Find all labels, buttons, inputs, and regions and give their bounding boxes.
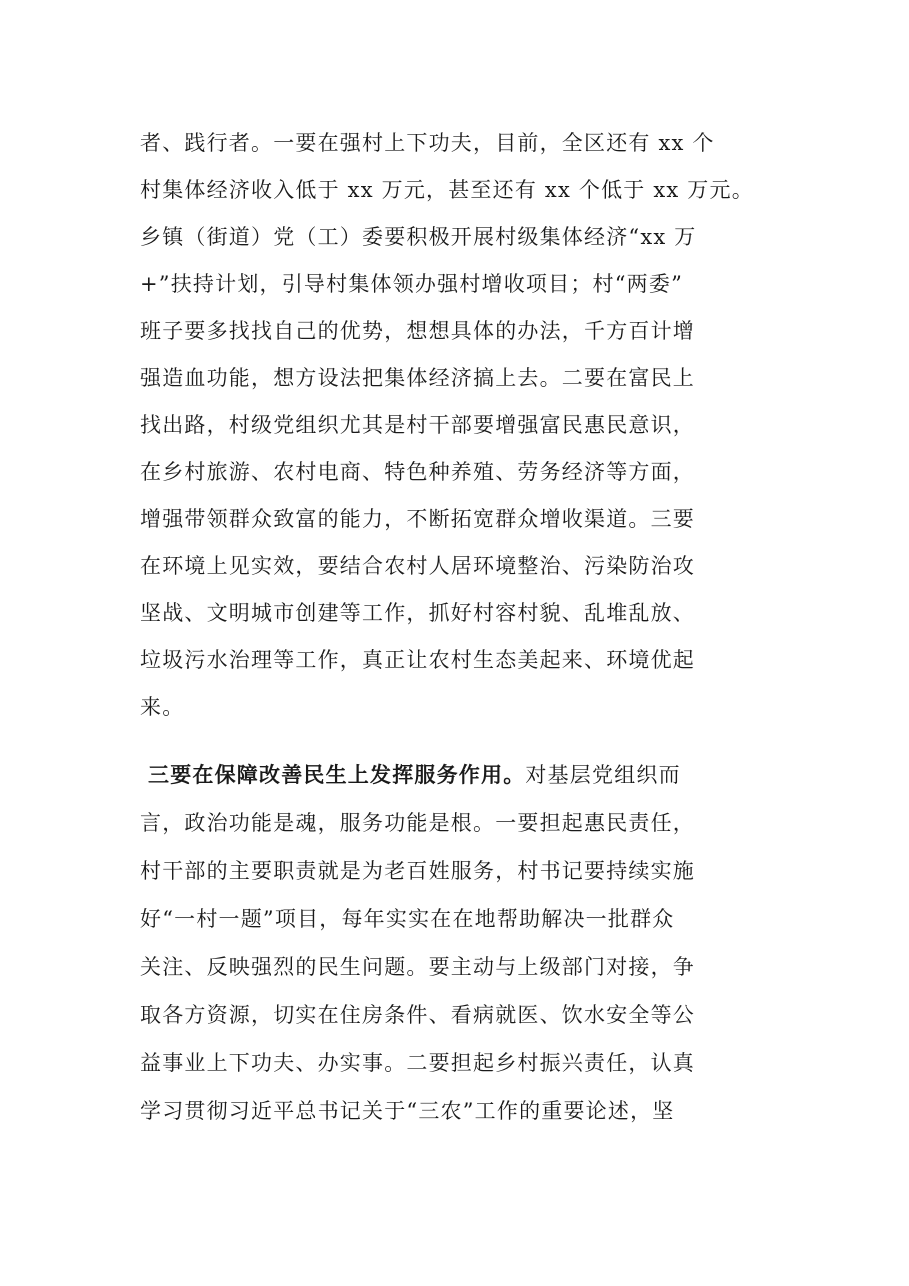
p1-line-8: 在乡村旅游、农村电商、特色种养殖、劳务经济等方面， [140, 460, 695, 484]
p1-line-13: 来。 [140, 695, 185, 719]
p2-line-5: 关注、反映强烈的民生问题。要主动与上级部门对接，争 [140, 955, 695, 979]
p2-line-7: 益事业上下功夫、办实事。二要担起乡村振兴责任，认真 [140, 1051, 695, 1075]
p1-line-1: 者、践行者。一要在强村上下功夫，目前，全区还有 xx 个 [140, 131, 715, 155]
p1-line-5: 班子要多找找自己的优势，想想具体的办法，千方百计增 [140, 319, 695, 343]
section-heading: 三要在保障改善民生上发挥服务作用。 [148, 763, 526, 787]
p1-line-7: 找出路，村级党组织尤其是村干部要增强富民惠民意识， [140, 413, 695, 437]
p1-line-6: 强造血功能，想方设法把集体经济搞上去。二要在富民上 [140, 366, 695, 390]
p2-line-8: 学习贯彻习近平总书记关于“三农”工作的重要论述，坚 [140, 1099, 675, 1123]
p1-line-11: 坚战、文明城市创建等工作，抓好村容村貌、乱堆乱放、 [140, 601, 695, 625]
p2-line-1-rest: 对基层党组织而 [525, 763, 681, 787]
p1-line-9: 增强带领群众致富的能力，不断拓宽群众增收渠道。三要 [140, 507, 695, 531]
p2-line-6: 取各方资源，切实在住房条件、看病就医、饮水安全等公 [140, 1003, 695, 1027]
p1-line-4: +”扶持计划，引导村集体领办强村增收项目；村“两委” [140, 272, 684, 296]
p1-line-3: 乡镇（街道）党（工）委要积极开展村级集体经济“xx 万 [140, 225, 697, 249]
p2-line-4: 好“一村一题”项目，每年实实在在地帮助解决一批群众 [140, 907, 675, 931]
p2-line-3: 村干部的主要职责就是为老百姓服务，村书记要持续实施 [140, 859, 695, 883]
p2-line-2: 言，政治功能是魂，服务功能是根。一要担起惠民责任， [140, 811, 695, 835]
p1-line-2: 村集体经济收入低于 xx 万元，甚至还有 xx 个低于 xx 万元。 [140, 178, 754, 202]
p2-line-1 [148, 760, 681, 790]
p1-line-10: 在环境上见实效，要结合农村人居环境整治、污染防治攻 [140, 554, 695, 578]
p1-line-12: 垃圾污水治理等工作，真正让农村生态美起来、环境优起 [140, 648, 695, 672]
